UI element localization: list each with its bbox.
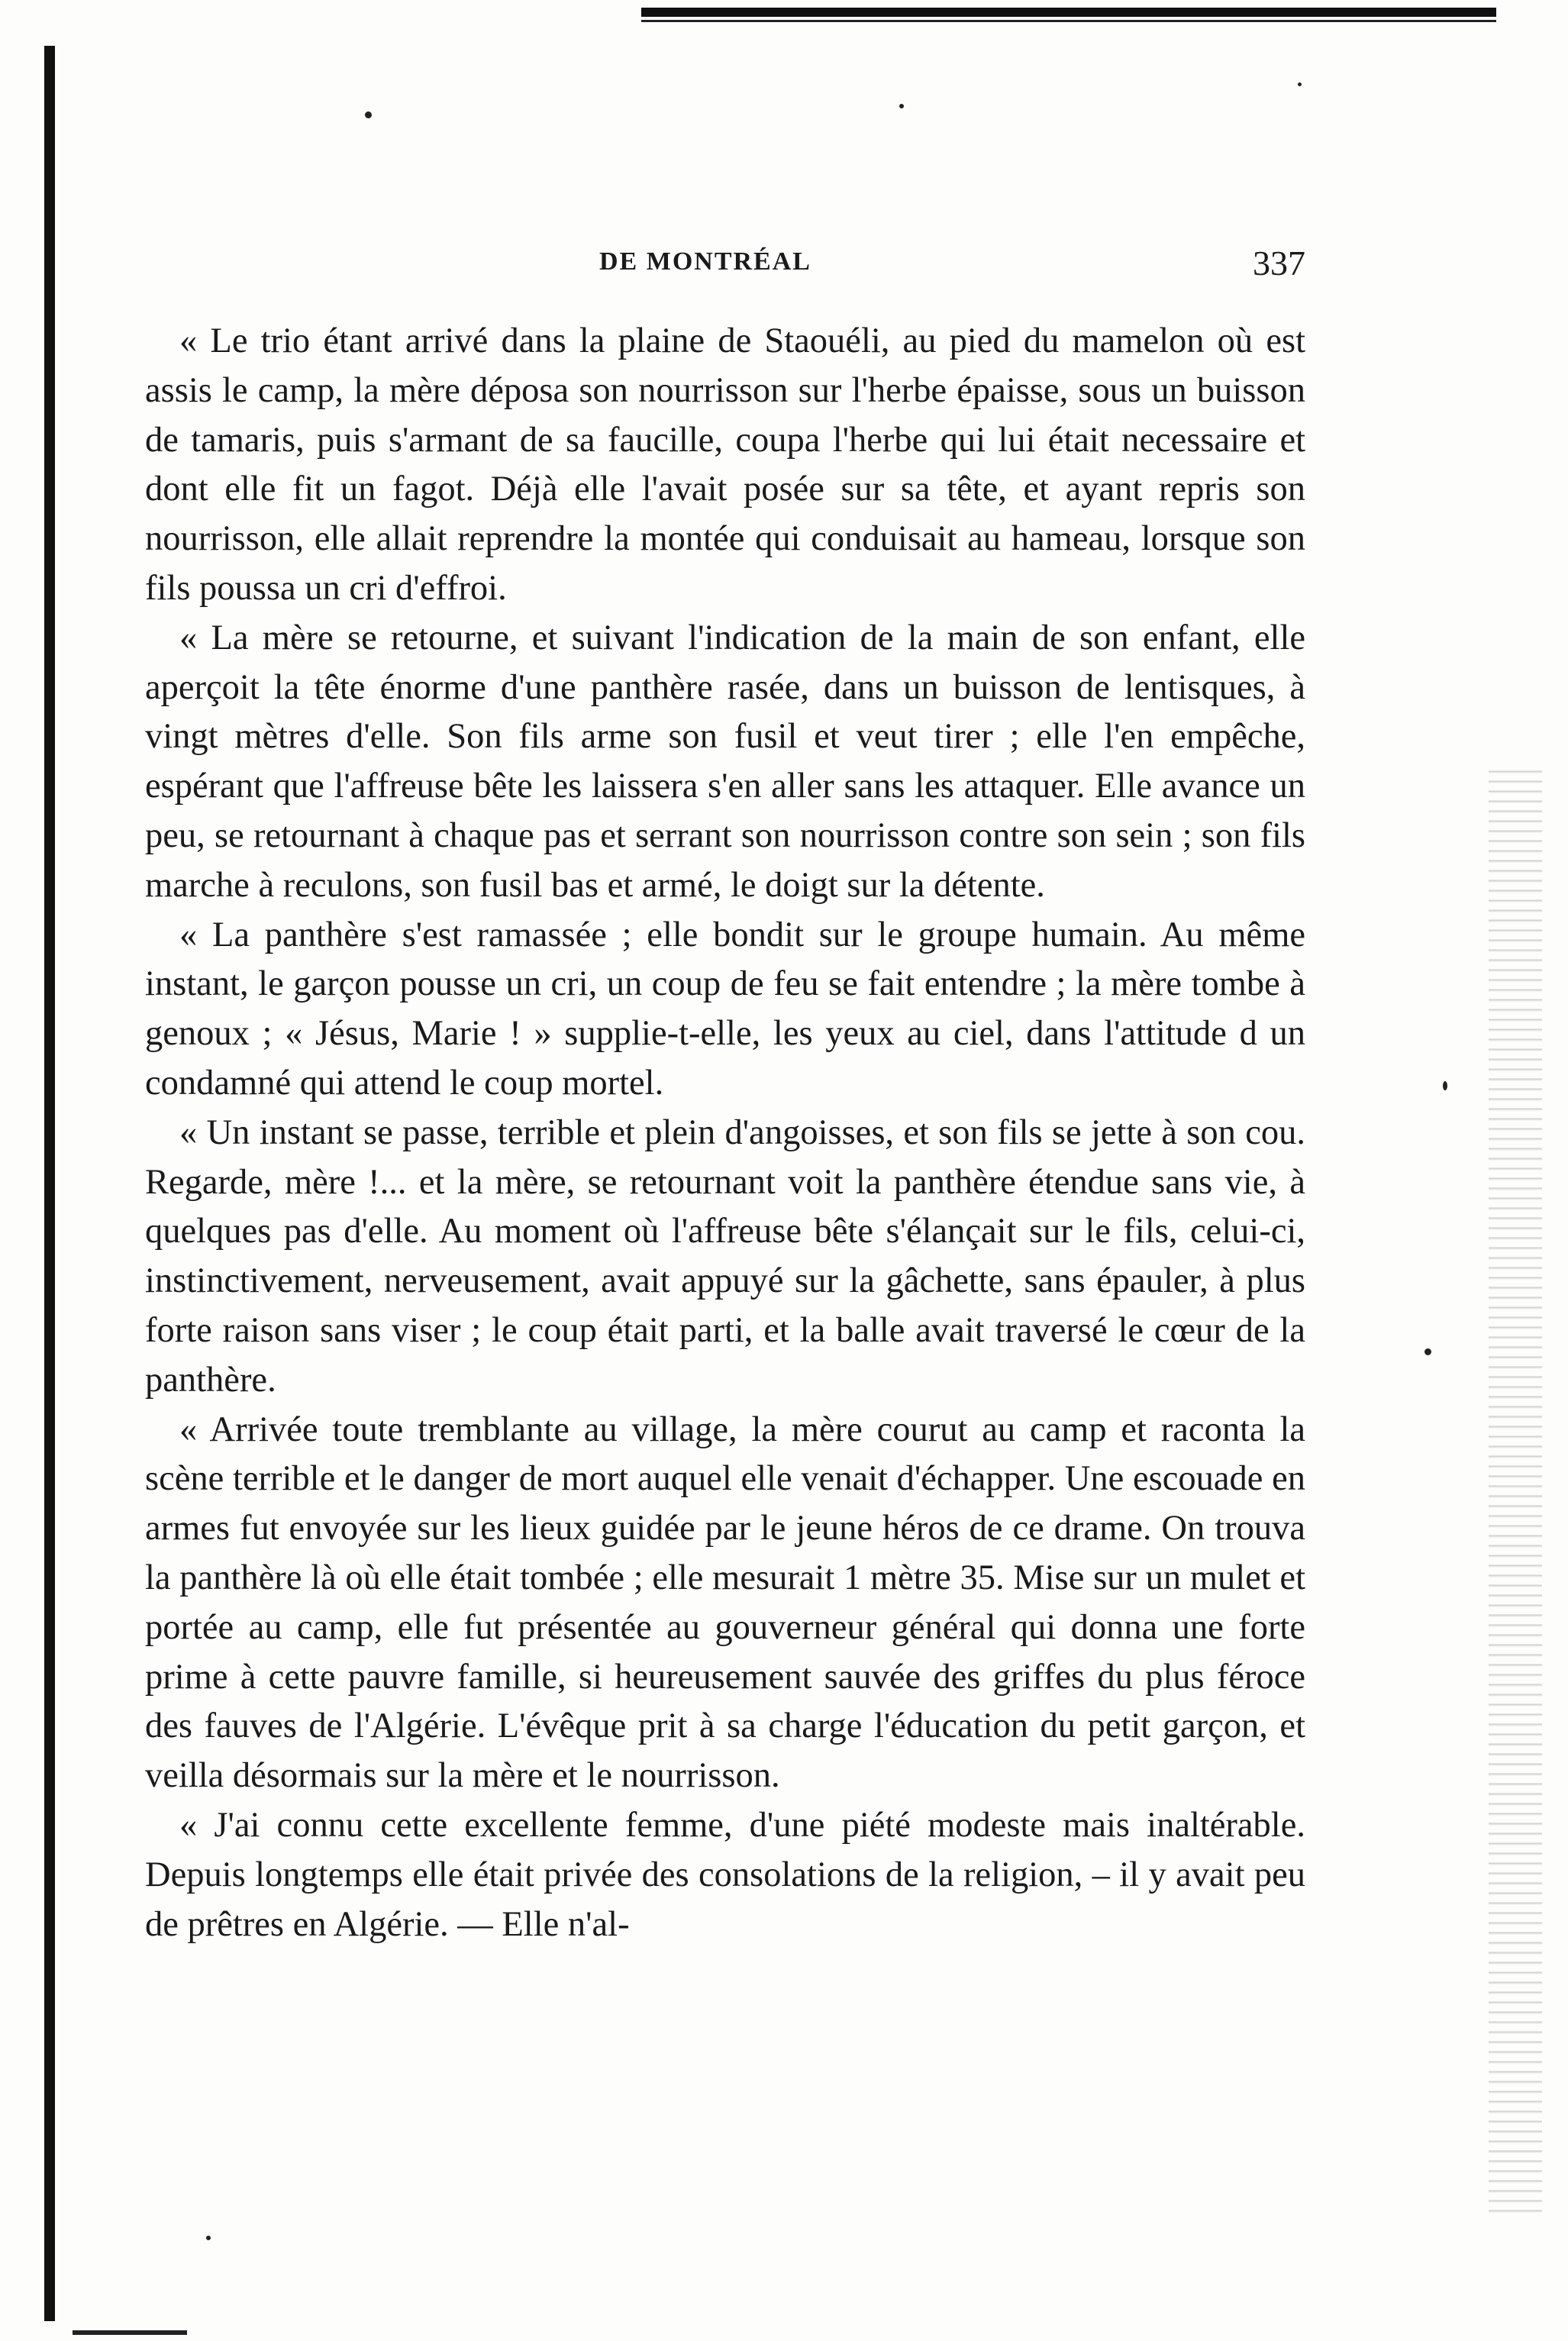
paragraph: « J'ai connu cette excellente femme, d'une piété modeste mais inaltérable. Depuis longtemps elle était privée des consolations de la religion, – il y avait peu de prêtres en Algérie. — Elle n'al- — [145, 1805, 1305, 1944]
running-header — [145, 243, 1305, 289]
paragraph: « Un instant se passe, terrible et plein d'angoisses, et son fils se jette à son cou. Regarde, mère !... et la mère, se retournant voit la panthère étendue sans vie, à quelques pas d'elle. Au moment où l'affreuse bête s'élançait sur le fils, celui-ci, instinctivement, nerveusement, avait appuyé sur la gâchette, sans épauler, à plus forte raison sans viser ; le coup était parti, et la balle avait traversé le cœur de la panthère. — [145, 1112, 1305, 1400]
scan-bottom-mark — [73, 2330, 187, 2335]
scan-edge-noise — [1489, 764, 1542, 2214]
scan-speck — [1424, 1348, 1431, 1355]
scan-speck — [206, 2236, 211, 2240]
running-header-title: DE MONTRÉAL — [599, 247, 811, 276]
paragraph: « Arrivée toute tremblante au village, la mère courut au camp et raconta la scène terrible et le danger de mort auquel elle venait d'échapper. Une escouade en armes fut envoyée sur les lieux guidée par le jeune héros de ce drame. On trouva la panthère là où elle était tombée ; elle mesurait 1 mètre 35. Mise sur un mulet et portée au camp, elle fut présentée au gouverneur général qui donna une forte prime à cette pauvre famille, si heureusement sauvée des griffes du plus féroce des fauves de l'Algérie. L'évêque prit à sa charge l'éducation du petit garçon, et veilla désormais sur la mère et le nourrisson. — [145, 1409, 1305, 1796]
scan-speck — [899, 104, 904, 108]
paragraph: « La mère se retourne, et suivant l'indication de la main de son enfant, elle aperçoit la tête énorme d'une panthère rasée, dans un buisson de lentisques, à vingt mètres d'elle. Son fils arme son fusil et veut tirer ; elle l'en empêche, espérant que l'affreuse bête les laissera s'en aller sans les attaquer. Elle avance un peu, se retournant à chaque pas et serrant son nourrisson contre son sein ; son fils marche à reculons, son fusil bas et armé, le doigt sur la détente. — [145, 618, 1305, 905]
paragraph: « La panthère s'est ramassée ; elle bondit sur le groupe humain. Au même instant, le garçon pousse un cri, un coup de feu se fait entendre ; la mère tombe à genoux ; « Jésus, Marie ! » supplie-t-elle, les yeux au ciel, dans l'attitude d un condamné qui attend le coup mortel. — [145, 915, 1305, 1103]
body-text — [145, 317, 1305, 1949]
paragraph: « Le trio étant arrivé dans la plaine de Staouéli, au pied du mamelon où est assis le camp, la mère déposa son nourrisson sur l'herbe épaisse, sous un buisson de tamaris, puis s'armant de sa faucille, coupa l'herbe qui lui était necessaire et dont elle fit un fagot. Déjà elle l'avait posée sur sa tête, et ayant repris son nourrisson, elle allait reprendre la montée qui conduisait au hameau, lorsque son fils poussa un cri d'effroi. — [145, 321, 1305, 608]
scan-top-border — [641, 8, 1496, 17]
page-number: 337 — [1253, 244, 1305, 283]
scan-left-border — [44, 46, 55, 2321]
scan-speck — [365, 111, 372, 118]
scan-top-border-thin — [641, 20, 1496, 22]
scan-speck — [1298, 82, 1302, 86]
scan-speck — [1443, 1081, 1447, 1090]
